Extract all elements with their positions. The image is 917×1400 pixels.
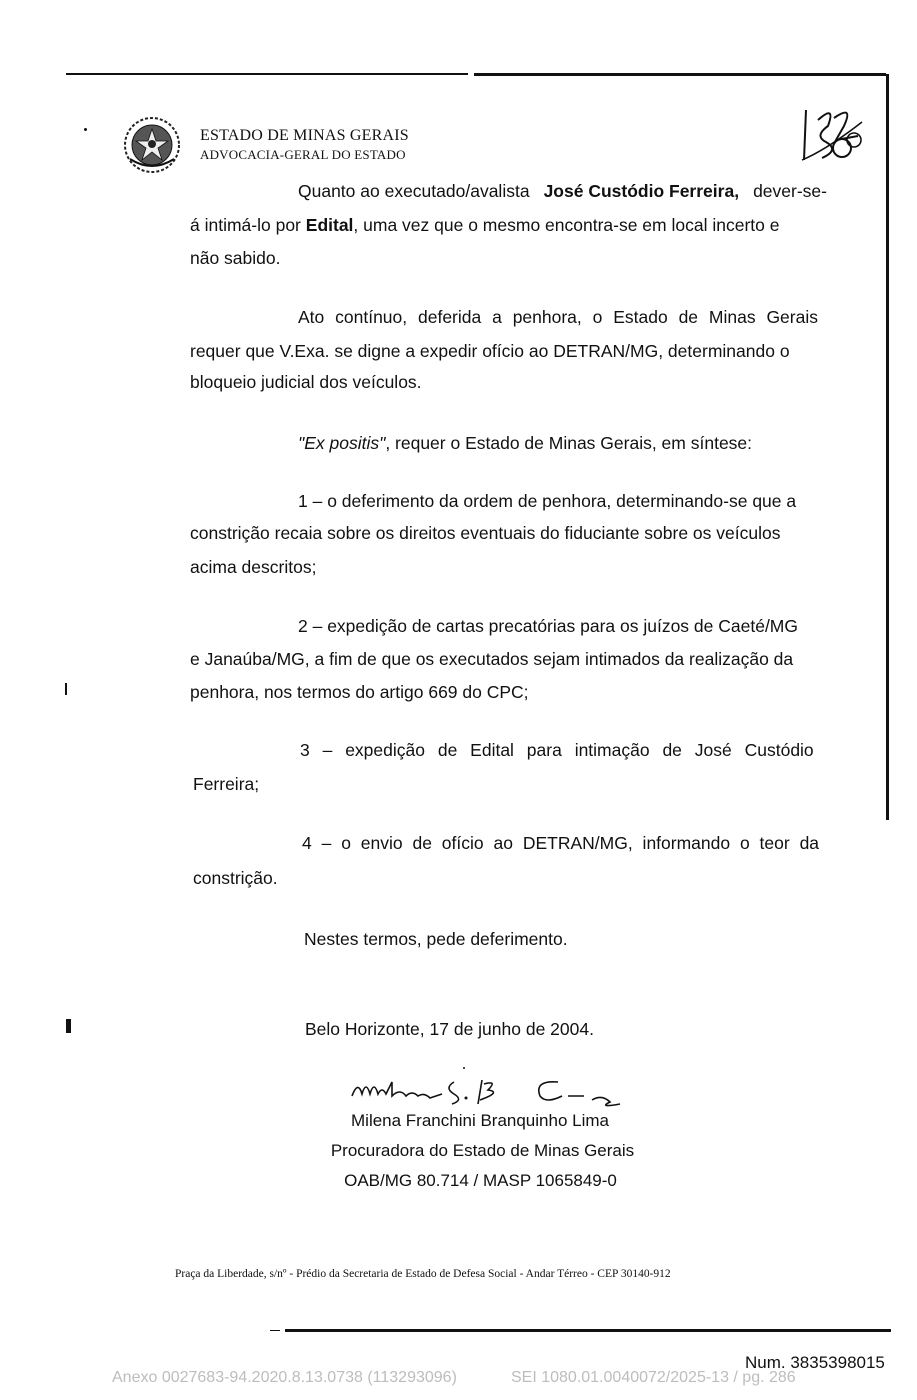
item-3-line-1: 3 – expedição de Edital para intimação de José Custódio [300, 740, 814, 760]
bottom-border-line [285, 1329, 891, 1332]
signatory-registration: OAB/MG 80.714 / MASP 1065849-0 [344, 1171, 617, 1190]
paragraph-2-line-1 [298, 307, 825, 328]
bottom-border-dash [270, 1330, 280, 1331]
handwritten-page-number [796, 100, 866, 168]
paragraph-2-line-2: requer que V.Exa. se digne a expedir ofício ao DETRAN/MG, determinando o [190, 341, 790, 361]
footer-address: Praça da Liberdade, s/nº - Prédio da Secretaria de Estado de Defesa Social - Andar Térreo - CEP 30140-912 [175, 1268, 671, 1280]
p1-text-a: Quanto ao executado/avalista [298, 181, 530, 201]
item-2-line-1: 2 – expedição de cartas precatórias para os juízos de Caeté/MG [298, 616, 798, 636]
header-agency-name: ADVOCACIA-GERAL DO ESTADO [200, 147, 406, 162]
p1-l2-bold: Edital [305, 215, 354, 235]
scan-mark-dot [84, 128, 87, 131]
scan-mark-tick [65, 683, 67, 695]
state-coat-of-arms-icon [122, 115, 182, 175]
item-3-line-2: Ferreira; [193, 774, 260, 794]
document-number: Num. 3835398015 [745, 1353, 885, 1372]
scan-mark-block [66, 1019, 71, 1033]
paragraph-1-line-3: não sabido. [190, 248, 281, 268]
item-1-line-2: constrição recaia sobre os direitos eventuais do fiduciante sobre os veículos [190, 523, 781, 543]
item-4-line-1: 4 – o envio de ofício ao DETRAN/MG, informando o teor da [302, 833, 820, 853]
p1-l2-text-b: , uma vez que o mesmo encontra-se em local incerto e [353, 215, 780, 235]
paragraph-1-line-2 [190, 215, 827, 236]
item-1-line-1: 1 – o deferimento da ordem de penhora, determinando-se que a [298, 491, 797, 511]
paragraph-3 [298, 433, 752, 454]
anexo-stamp: Anexo 0027683-94.2020.8.13.0738 (113293096) [112, 1369, 457, 1386]
signatory-name: Milena Franchini Branquinho Lima [351, 1111, 609, 1130]
p1-bold-name: José Custódio Ferreira, [543, 181, 740, 201]
handwritten-signature [348, 1066, 628, 1112]
item-2-line-3: penhora, nos termos do artigo 669 do CPC; [190, 682, 529, 702]
paragraph-1-line-1 [298, 181, 827, 202]
sei-stamp: SEI 1080.01.0040072/2025-13 / pg. 286 [511, 1369, 796, 1386]
p2-line-1-text: Ato contínuo, deferida a penhora, o Estado de Minas Gerais [298, 307, 818, 327]
p1-l2-text-a: á intimá-lo por [190, 215, 301, 235]
header-state-name: ESTADO DE MINAS GERAIS [200, 127, 409, 144]
closing-line: Nestes termos, pede deferimento. [304, 929, 568, 949]
item-4-line-2: constrição. [193, 868, 278, 888]
item-1-line-3: acima descritos; [190, 557, 317, 577]
p3-rest: , requer o Estado de Minas Gerais, em síntese: [385, 433, 753, 453]
top-border-line-left [66, 73, 468, 75]
top-border-line-right [474, 73, 886, 76]
place-and-date: Belo Horizonte, 17 de junho de 2004. [305, 1019, 594, 1039]
p1-text-b: dever-se- [753, 181, 827, 201]
ex-positis: "Ex positis" [298, 433, 386, 453]
signatory-title: Procuradora do Estado de Minas Gerais [330, 1141, 635, 1160]
right-border-line [886, 74, 889, 820]
item-2-line-2: e Janaúba/MG, a fim de que os executados sejam intimados da realização da [190, 649, 794, 669]
paragraph-2-line-3: bloqueio judicial dos veículos. [190, 372, 422, 392]
